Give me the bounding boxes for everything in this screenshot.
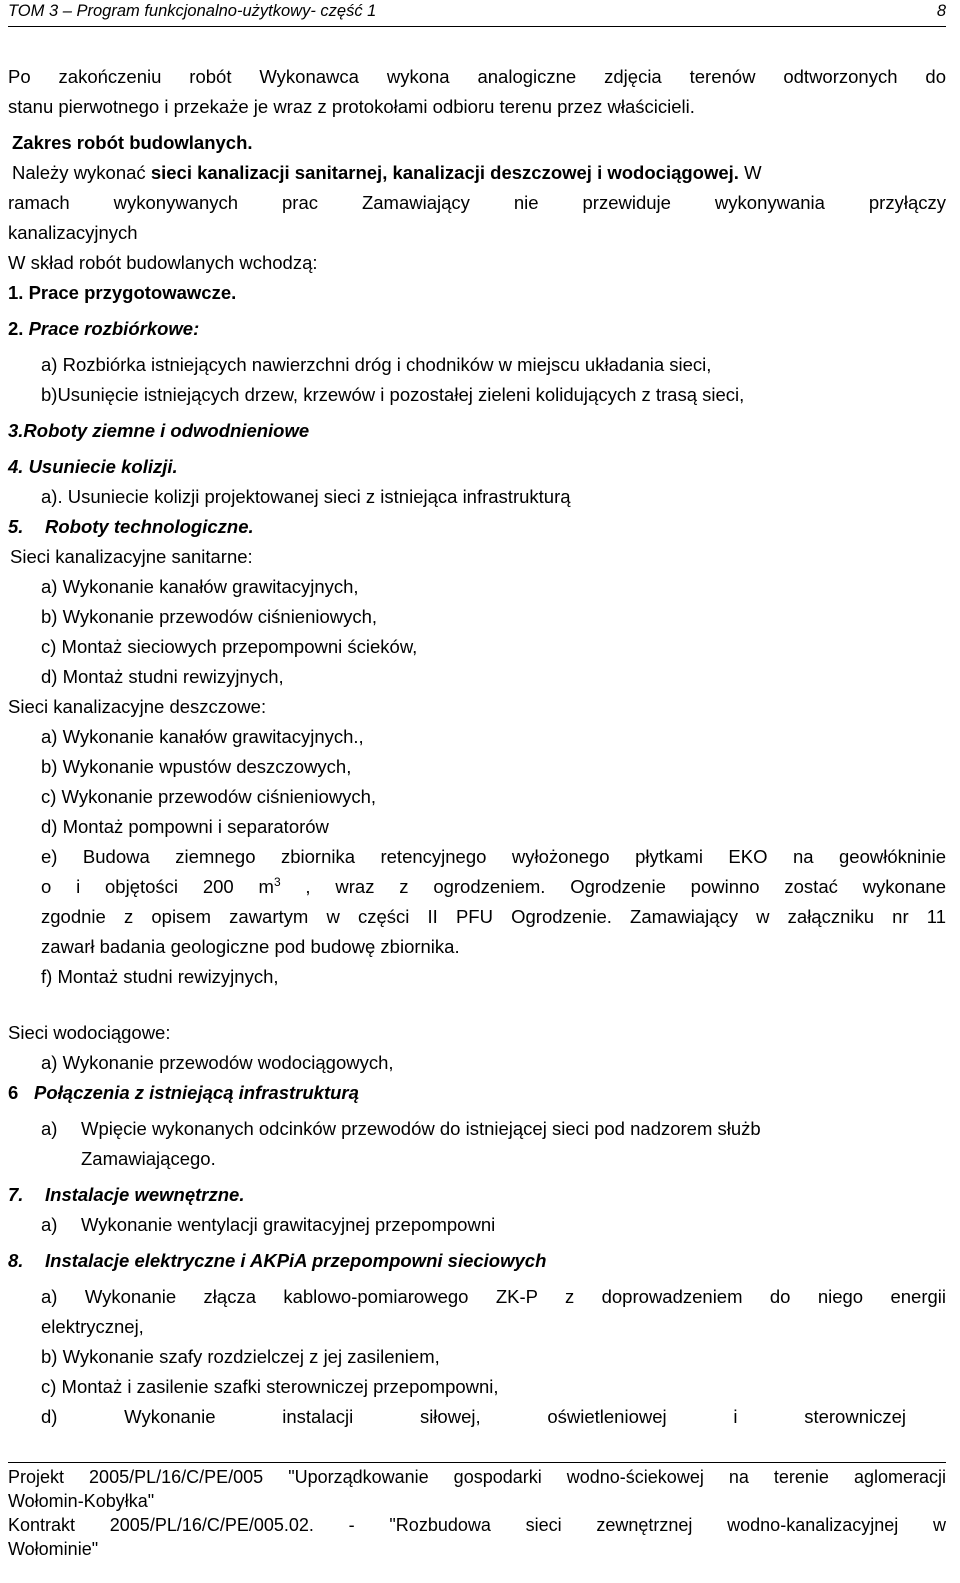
storm-item-f: f) Montaż studni rewizyjnych, <box>41 966 279 987</box>
section-8-item-d: d) Wykonanie instalacji siłowej, oświetleniowej i sterowniczej <box>41 1406 906 1427</box>
section-4: 4. Usuniecie kolizji. <box>8 456 178 477</box>
section-6-title: Połączenia z istniejącą infrastrukturą <box>34 1082 359 1103</box>
section-6-item-a-line-1: Wpięcie wykonanych odcinków przewodów do istniejącej sieci pod nadzorem służb <box>81 1118 761 1139</box>
section-7-title: Instalacje wewnętrzne. <box>45 1184 245 1205</box>
page-header <box>8 0 946 27</box>
section-7-item-a-text: Wykonanie wentylacji grawitacyjnej przepompowni <box>81 1214 496 1235</box>
storm-e-volume-post: , wraz z ogrodzeniem. Ogrodzenie powinno zostać wykonane <box>280 876 946 897</box>
header-title: TOM 3 – Program funkcjonalno-użytkowy- część 1 <box>8 2 377 20</box>
section-2-item-b: b)Usunięcie istniejących drzew, krzewów i pozostałej zieleni kolidujących z trasą sieci, <box>41 384 745 405</box>
section-2-number: 2. <box>8 318 29 339</box>
section-1: 1. Prace przygotowawcze. <box>8 282 237 303</box>
section-7-item-a-marker: a) <box>41 1214 58 1235</box>
must-bold: sieci kanalizacji sanitarnej, kanalizacji deszczowej i wodociągowej. <box>150 162 739 183</box>
storm-item-e-line-4: zawarł badania geologiczne pod budowę zbiornika. <box>41 936 460 957</box>
section-8-number: 8. <box>8 1250 24 1271</box>
section-2-item-a: a) Rozbiórka istniejących nawierzchni dróg i chodników w miejscu układania sieci, <box>41 354 712 375</box>
storm-item-e-line-1: e) Budowa ziemnego zbiornika retencyjnego wyłożonego płytkami EKO na geowłókninie <box>41 846 946 867</box>
section-7-number: 7. <box>8 1184 24 1205</box>
section-4-item-a: a). Usuniecie kolizji projektowanej sieci z istniejąca infrastrukturą <box>41 486 571 507</box>
section-5-number: 5. <box>8 516 24 537</box>
sanitary-item-b: b) Wykonanie przewodów ciśnieniowych, <box>41 606 378 627</box>
page-number: 8 <box>936 2 946 20</box>
storm-item-e-line-2 <box>8 872 946 902</box>
must-suffix: W <box>738 162 762 183</box>
page-footer <box>8 1462 946 1561</box>
section-7 <box>8 1180 946 1210</box>
section-8-item-a-line-2: elektrycznej, <box>41 1316 144 1337</box>
section-6 <box>8 1078 946 1108</box>
section-8-item-b: b) Wykonanie szafy rozdzielczej z jej zasileniem, <box>41 1346 440 1367</box>
water-heading: Sieci wodociągowe: <box>8 1022 171 1043</box>
must-prefix: Należy wykonać <box>12 162 151 183</box>
storm-item-d: d) Montaż pompowni i separatorów <box>41 816 329 837</box>
footer-line-2: Wołomin-Kobyłka" <box>8 1491 155 1511</box>
kanal-line: kanalizacyjnych <box>8 222 138 243</box>
sanitary-item-c: c) Montaż sieciowych przepompowni ścieków, <box>41 636 418 657</box>
section-3: 3.Roboty ziemne i odwodnieniowe <box>8 420 310 441</box>
sklad-line: W skład robót budowlanych wchodzą: <box>8 252 318 273</box>
storm-item-e-line-3: zgodnie z opisem zawartym w części II PFU Ogrodzenie. Zamawiający w załączniku nr 11 <box>41 906 946 927</box>
section-6-item-a <box>8 1114 946 1174</box>
section-8-title: Instalacje elektryczne i AKPiA przepompowni sieciowych <box>45 1250 547 1271</box>
footer-line-4: Wołominie" <box>8 1539 99 1559</box>
storm-item-b: b) Wykonanie wpustów deszczowych, <box>41 756 352 777</box>
storm-e-volume-pre: o i objętości 200 m <box>41 876 274 897</box>
section-5-title: Roboty technologiczne. <box>45 516 254 537</box>
document-body <box>8 62 946 1432</box>
section-8-item-c: c) Montaż i zasilenie szafki sterowniczej przepompowni, <box>41 1376 499 1397</box>
storm-item-c: c) Wykonanie przewodów ciśnieniowych, <box>41 786 377 807</box>
water-item-a: a) Wykonanie przewodów wodociągowych, <box>41 1052 394 1073</box>
footer-line-1: Projekt 2005/PL/16/C/PE/005 "Uporządkowanie gospodarki wodno-ściekowej na terenie aglomeracji <box>8 1467 946 1487</box>
sanitary-heading: Sieci kanalizacyjne sanitarne: <box>10 546 253 567</box>
section-2 <box>8 314 946 344</box>
storm-e-volume-sup: 3 <box>273 874 281 889</box>
footer-line-3: Kontrakt 2005/PL/16/C/PE/005.02. - "Rozbudowa sieci zewnętrznej wodno-kanalizacyjnej w <box>8 1515 946 1535</box>
intro-line-1: Po zakończeniu robót Wykonawca wykona analogiczne zdjęcia terenów odtworzonych do <box>8 66 946 87</box>
storm-heading: Sieci kanalizacyjne deszczowe: <box>8 696 267 717</box>
sanitary-item-a: a) Wykonanie kanałów grawitacyjnych, <box>41 576 359 597</box>
sanitary-item-d: d) Montaż studni rewizyjnych, <box>41 666 284 687</box>
must-line <box>8 158 946 188</box>
storm-item-a: a) Wykonanie kanałów grawitacyjnych., <box>41 726 364 747</box>
section-6-item-a-marker: a) <box>41 1118 58 1139</box>
section-6-item-a-text <box>81 1114 946 1174</box>
section-6-item-a-line-2: Zamawiającego. <box>81 1148 216 1169</box>
section-8-item-a-line-1: a) Wykonanie złącza kablowo-pomiarowego ZK-P z doprowadzeniem do niego energii <box>41 1286 946 1307</box>
section-7-item-a <box>8 1210 946 1240</box>
section-8 <box>8 1246 946 1276</box>
intro-line-2: stanu pierwotnego i przekaże je wraz z protokołami odbioru terenu przez właścicieli. <box>8 96 695 117</box>
section-2-title: Prace rozbiórkowe: <box>28 318 200 339</box>
ramach-line: ramach wykonywanych prac Zamawiający nie przewiduje wykonywania przyłączy <box>8 192 946 213</box>
section-5 <box>8 512 946 542</box>
section-6-number: 6 <box>8 1082 19 1103</box>
scope-heading: Zakres robót budowlanych. <box>12 132 253 153</box>
